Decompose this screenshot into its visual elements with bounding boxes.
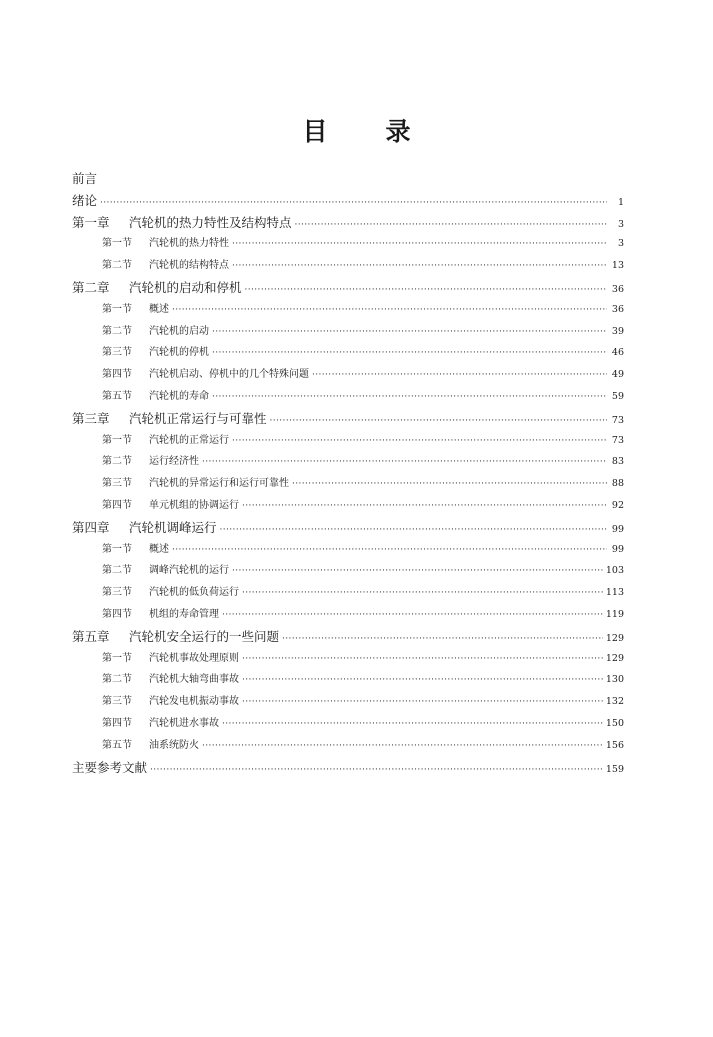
toc-entry-title: 汽轮机的低负荷运行 [149, 587, 239, 599]
dot-leader [150, 760, 603, 782]
toc-chapter-row[interactable] [72, 626, 624, 648]
page-title [0, 112, 713, 148]
title-char-2: 录 [385, 117, 411, 146]
toc-chapter-row[interactable] [72, 212, 624, 234]
toc-page-number: 132 [605, 696, 624, 708]
toc-page-number: 49 [611, 369, 624, 381]
dot-leader [282, 629, 603, 651]
dot-leader [312, 365, 607, 387]
toc-section-number: 第三节 [102, 347, 132, 359]
dot-leader [202, 452, 607, 474]
toc-section-number: 第二节 [102, 260, 132, 272]
toc-section-number: 第二节 [102, 674, 132, 686]
toc-entry-title: 概述 [149, 303, 169, 315]
toc-entry-title: 单元机组的协调运行 [149, 499, 239, 511]
toc-section-number: 第一节 [102, 238, 132, 250]
toc-page-number: 103 [605, 565, 624, 577]
toc-entry-title: 汽轮机的异常运行和运行可靠性 [149, 478, 289, 490]
toc-page-number: 129 [605, 632, 624, 644]
toc-section-number: 第二节 [102, 456, 132, 468]
toc-page-number: 3 [617, 218, 624, 230]
toc-section-number: 第五章 [72, 628, 110, 644]
toc-entry-title: 汽轮机安全运行的一些问题 [129, 628, 280, 644]
toc-entry-title: 汽轮发电机振动事故 [149, 696, 239, 708]
toc-chapter-row[interactable] [72, 277, 624, 299]
dot-leader [232, 431, 607, 453]
toc-page-number: 156 [605, 739, 624, 751]
toc-entry-title: 机组的寿命管理 [149, 608, 219, 620]
toc-page-number: 159 [605, 763, 624, 775]
toc-section-row[interactable] [72, 691, 624, 713]
title-char-1: 目 [302, 117, 328, 146]
toc-entry-title: 汽轮机启动、停机中的几个特殊问题 [149, 369, 309, 381]
toc-section-row[interactable] [72, 604, 624, 626]
toc-entry-title: 汽轮机的启动 [149, 325, 209, 337]
toc-section-number: 第四节 [102, 608, 132, 620]
toc-page-number: 36 [611, 283, 624, 295]
dot-leader [295, 215, 607, 237]
dot-leader [232, 561, 603, 583]
toc-entry-title: 汽轮机的停机 [149, 347, 209, 359]
toc-section-number: 第三章 [72, 410, 110, 426]
toc-section-row[interactable] [72, 582, 624, 604]
dot-leader [172, 300, 607, 322]
toc-page-number: 1 [617, 196, 624, 208]
toc-section-row[interactable] [72, 364, 624, 386]
toc-page-number: 46 [611, 347, 624, 359]
toc-page-number: 73 [611, 414, 624, 426]
toc-section-number: 第四节 [102, 499, 132, 511]
toc-section-number: 第三节 [102, 587, 132, 599]
dot-leader [222, 605, 603, 627]
toc-page-number: 13 [611, 260, 624, 272]
toc-section-row[interactable] [72, 473, 624, 495]
toc-section-row[interactable] [72, 648, 624, 670]
toc-page-number: 99 [611, 543, 624, 555]
toc-entry-title: 汽轮机正常运行与可靠性 [129, 410, 267, 426]
toc-entry-title: 前言 [72, 171, 98, 186]
toc-page-number: 130 [605, 674, 624, 686]
toc-section-row[interactable] [72, 430, 624, 452]
dot-leader [212, 387, 607, 409]
toc-section-row[interactable] [72, 342, 624, 364]
toc-page-number: 73 [611, 434, 624, 446]
toc-page-number: 88 [611, 478, 624, 490]
toc-page-number: 92 [611, 499, 624, 511]
toc-section-number: 第三节 [102, 478, 132, 490]
toc-section-row[interactable] [72, 386, 624, 408]
toc-section-number: 第一节 [102, 303, 132, 315]
toc-section-number: 第一章 [72, 214, 110, 230]
toc-page-number: 119 [605, 608, 624, 620]
dot-leader [222, 714, 603, 736]
toc-entry-title: 汽轮机的正常运行 [149, 434, 229, 446]
toc-chapter-row[interactable] [72, 517, 624, 539]
toc-section-row[interactable] [72, 560, 624, 582]
toc-section-number: 第四节 [102, 717, 132, 729]
toc-section-row[interactable] [72, 669, 624, 691]
toc-entry-title: 汽轮机大轴弯曲事故 [149, 674, 239, 686]
toc-section-number: 第一节 [102, 652, 132, 664]
table-of-contents [72, 168, 624, 778]
toc-section-number: 第四节 [102, 369, 132, 381]
toc-entry-title: 汽轮机的启动和停机 [129, 279, 242, 295]
toc-chapter-row[interactable] [72, 408, 624, 430]
toc-section-row[interactable] [72, 735, 624, 757]
toc-entry-title: 调峰汽轮机的运行 [149, 565, 229, 577]
toc-page-number: 36 [611, 303, 624, 315]
toc-chapter-row[interactable] [72, 168, 624, 190]
dot-leader [232, 234, 607, 256]
toc-entry-title: 汽轮机的热力特性及结构特点 [129, 214, 292, 230]
toc-section-number: 第一节 [102, 543, 132, 555]
toc-entry-title: 绪论 [72, 192, 98, 208]
dot-leader [212, 343, 607, 365]
toc-page-number: 83 [611, 456, 624, 468]
toc-page-number: 39 [611, 325, 624, 337]
toc-section-number: 第五节 [102, 390, 132, 402]
toc-section-number: 第二节 [102, 565, 132, 577]
toc-section-row[interactable] [72, 233, 624, 255]
toc-page-number: 129 [605, 652, 624, 664]
dot-leader [270, 411, 607, 433]
toc-section-number: 第三节 [102, 696, 132, 708]
toc-section-row[interactable] [72, 255, 624, 277]
toc-entry-title: 汽轮机调峰运行 [129, 519, 217, 535]
toc-entry-title: 汽轮机的热力特性 [149, 238, 229, 250]
dot-leader [232, 256, 607, 278]
dot-leader [242, 583, 603, 605]
toc-chapter-row[interactable] [72, 757, 624, 779]
toc-page-number: 150 [605, 717, 624, 729]
toc-entry-title: 概述 [149, 543, 169, 555]
dot-leader [220, 520, 607, 542]
dot-leader [172, 540, 607, 562]
toc-section-row[interactable] [72, 495, 624, 517]
toc-chapter-row[interactable] [72, 190, 624, 212]
toc-section-row[interactable] [72, 321, 624, 343]
toc-page-number: 3 [617, 238, 624, 250]
dot-leader [245, 280, 607, 302]
toc-page-number: 59 [611, 390, 624, 402]
dot-leader [242, 692, 603, 714]
toc-entry-title: 主要参考文献 [72, 759, 148, 775]
toc-entry-title: 汽轮机的结构特点 [149, 260, 229, 272]
dot-leader [242, 496, 607, 518]
toc-section-number: 第二节 [102, 325, 132, 337]
toc-page-number: 113 [605, 587, 624, 599]
toc-section-number: 第五节 [102, 739, 132, 751]
toc-entry-title: 汽轮机的寿命 [149, 390, 209, 402]
toc-section-row[interactable] [72, 713, 624, 735]
dot-leader [292, 474, 607, 496]
toc-section-row[interactable] [72, 539, 624, 561]
dot-leader [202, 736, 603, 758]
dot-leader [242, 670, 603, 692]
toc-entry-title: 油系统防火 [149, 739, 199, 751]
toc-section-number: 第一节 [102, 434, 132, 446]
toc-section-number: 第二章 [72, 279, 110, 295]
toc-page-number: 99 [611, 523, 624, 535]
toc-section-row[interactable] [72, 451, 624, 473]
toc-entry-title: 汽轮机事故处理原则 [149, 652, 239, 664]
dot-leader [242, 649, 603, 671]
toc-section-number: 第四章 [72, 519, 110, 535]
dot-leader [212, 322, 607, 344]
toc-entry-title: 运行经济性 [149, 456, 199, 468]
toc-section-row[interactable] [72, 299, 624, 321]
toc-entry-title: 汽轮机进水事故 [149, 717, 219, 729]
